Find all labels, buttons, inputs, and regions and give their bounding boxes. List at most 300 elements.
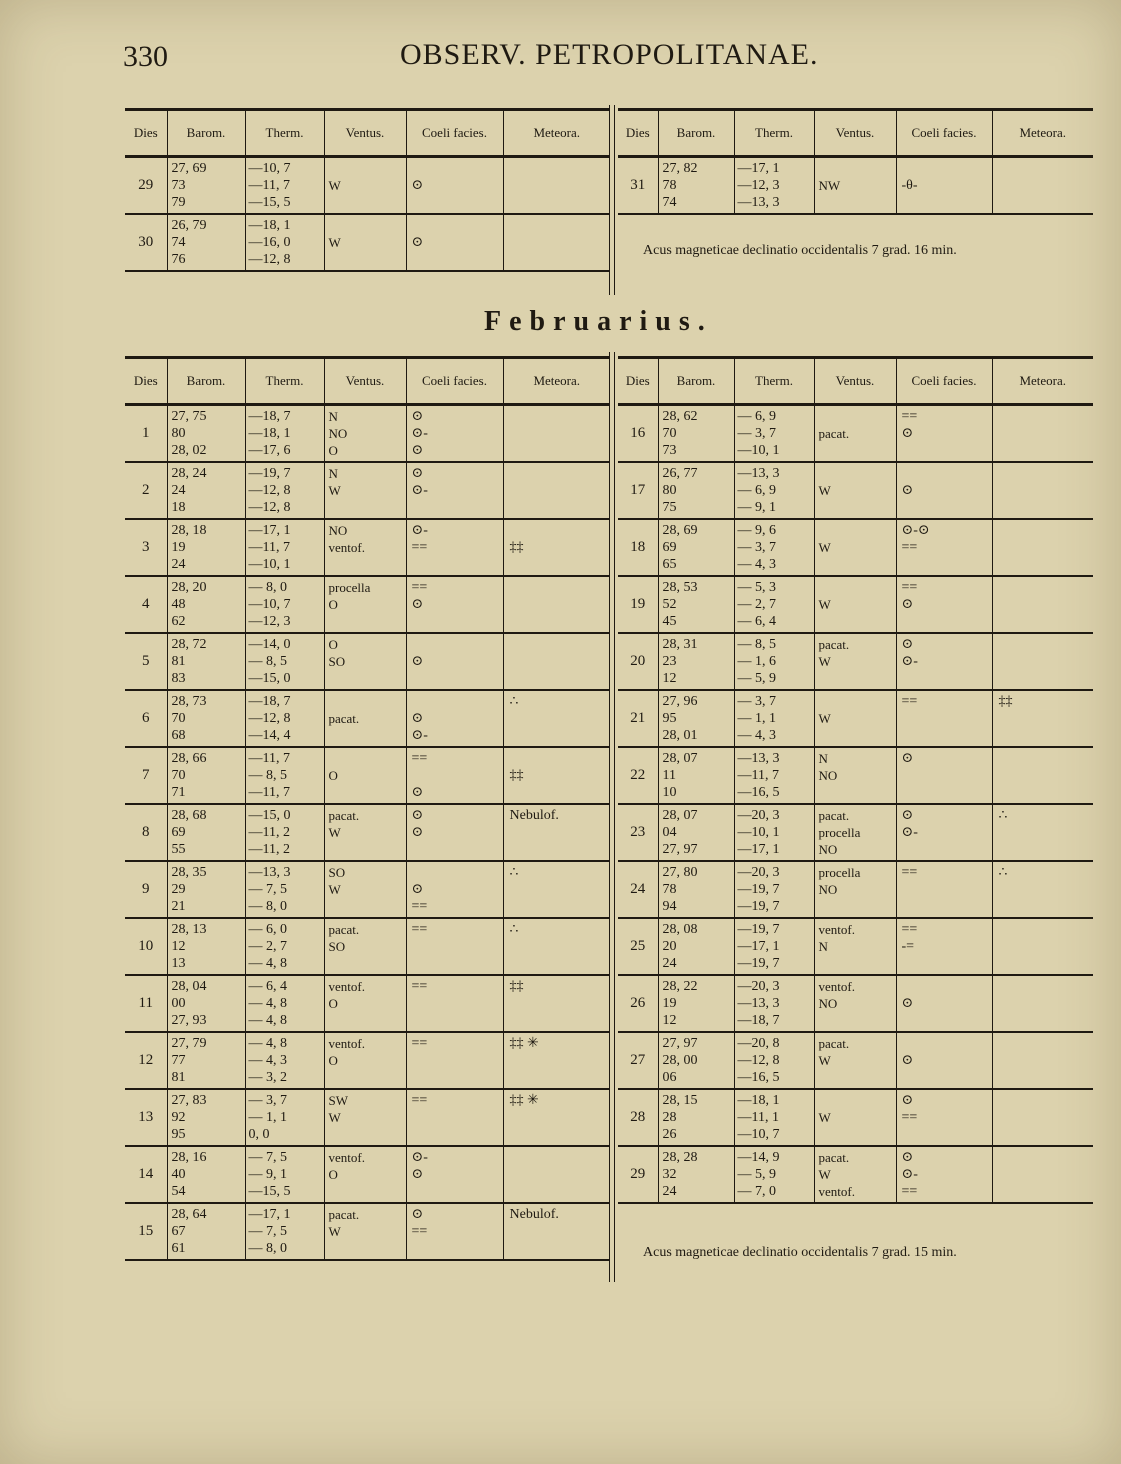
- barom-reading: 27, 69: [171, 161, 207, 176]
- day-row: [125, 576, 610, 633]
- ventus-reading: [329, 217, 406, 234]
- meteora-reading: ‡‡: [509, 540, 524, 555]
- ventus-reading: [329, 1069, 406, 1086]
- barom-cell: [167, 1203, 245, 1260]
- meteora-cell: [992, 157, 1093, 215]
- ventus-reading: [819, 1069, 896, 1086]
- column-divider: [609, 352, 615, 1282]
- ventus-reading: ventof.: [818, 1184, 855, 1199]
- meteora-reading: [999, 881, 1094, 898]
- day-row: [125, 747, 610, 804]
- therm-cell: [245, 1203, 324, 1260]
- meteora-cell: [503, 157, 610, 215]
- ventus-reading: [329, 160, 406, 177]
- therm-cell: [734, 462, 814, 519]
- barom-cell: [658, 576, 734, 633]
- meteora-cell: [992, 1032, 1093, 1089]
- barom-reading: 67: [171, 1224, 186, 1239]
- ventus-reading: W: [328, 1224, 341, 1239]
- therm-reading: —18, 1: [737, 1093, 780, 1108]
- coeli-reading: ==: [901, 540, 918, 555]
- ventus-reading: [329, 1012, 406, 1029]
- meteora-cell: [992, 405, 1093, 463]
- therm-reading: —15, 0: [248, 808, 291, 823]
- barom-cell: [167, 519, 245, 576]
- coeli-reading: ⊙: [411, 466, 424, 481]
- coeli-reading: [902, 442, 992, 459]
- coeli-reading: [902, 670, 992, 687]
- barom-cell: [658, 804, 734, 861]
- therm-reading: —12, 3: [737, 178, 780, 193]
- therm-header: Therm.: [245, 358, 324, 405]
- meteora-reading: [999, 784, 1094, 801]
- coeli-reading: ⊙: [901, 1093, 914, 1108]
- meteora-reading: [510, 841, 611, 858]
- day-row: [125, 1146, 610, 1203]
- coeli-cell: [896, 157, 992, 215]
- ventus-reading: O: [328, 637, 338, 652]
- coeli-reading: ⊙: [411, 808, 424, 823]
- meteora-reading: [510, 1012, 611, 1029]
- meteora-reading: [999, 1109, 1094, 1126]
- therm-reading: —20, 8: [737, 1036, 780, 1051]
- ventus-reading: W: [818, 1110, 831, 1125]
- coeli-cell: [406, 975, 503, 1032]
- ventus-cell: [814, 1146, 896, 1203]
- therm-reading: —20, 3: [737, 808, 780, 823]
- meteora-cell: [992, 690, 1093, 747]
- day-number: 14: [125, 1146, 167, 1203]
- ventus-reading: [329, 556, 406, 573]
- therm-reading: —16, 5: [737, 1070, 780, 1085]
- meteora-reading: [510, 408, 611, 425]
- meteora-reading: ∴: [509, 694, 519, 709]
- therm-reading: —13, 3: [737, 751, 780, 766]
- meteora-reading: [999, 556, 1094, 573]
- meteora-cell: [503, 975, 610, 1032]
- ventus-cell: [324, 633, 406, 690]
- barom-reading: 68: [171, 728, 186, 743]
- therm-reading: — 6, 9: [737, 409, 776, 424]
- meteora-reading: Nebulof.: [509, 1207, 559, 1222]
- ventus-reading: [819, 499, 896, 516]
- day-row: [618, 1032, 1093, 1089]
- meteora-reading: [510, 1052, 611, 1069]
- therm-reading: — 8, 0: [248, 899, 287, 914]
- barom-cell: [658, 633, 734, 690]
- february-declination-note: Acus magneticae declinatio occidentalis 7 grad. 15 min.: [643, 1245, 957, 1260]
- coeli-reading: [902, 955, 992, 972]
- barom-reading: 28, 04: [171, 979, 207, 994]
- therm-reading: — 8, 5: [248, 768, 287, 783]
- therm-reading: — 4, 3: [737, 557, 776, 572]
- day-row: [125, 918, 610, 975]
- barom-reading: 28, 28: [662, 1150, 698, 1165]
- meteora-reading: [510, 750, 611, 767]
- day-row: [125, 1032, 610, 1089]
- meteora-reading: [999, 482, 1094, 499]
- barom-reading: 27, 82: [662, 161, 698, 176]
- ventus-cell: [814, 747, 896, 804]
- barom-reading: 27, 79: [171, 1036, 207, 1051]
- meteora-cell: [503, 576, 610, 633]
- therm-reading: —17, 6: [248, 443, 291, 458]
- therm-reading: — 9, 6: [737, 523, 776, 538]
- coeli-cell: [896, 633, 992, 690]
- barom-reading: 65: [662, 557, 677, 572]
- meteora-cell: [503, 633, 610, 690]
- barom-reading: 78: [662, 178, 677, 193]
- therm-reading: —14, 0: [248, 637, 291, 652]
- meteora-cell: [992, 747, 1093, 804]
- coeli-reading: ⊙: [411, 711, 424, 726]
- barom-reading: 71: [171, 785, 186, 800]
- barom-cell: [167, 861, 245, 918]
- therm-reading: —19, 7: [248, 466, 291, 481]
- coeli-reading: [412, 767, 503, 784]
- day-number: 29: [125, 157, 167, 215]
- coeli-header: Coeli facies.: [406, 110, 503, 157]
- coeli-reading: ==: [901, 865, 918, 880]
- meteora-reading: [999, 1069, 1094, 1086]
- ventus-reading: [819, 693, 896, 710]
- therm-reading: — 2, 7: [737, 597, 776, 612]
- meteora-reading: [999, 579, 1094, 596]
- ventus-reading: N: [328, 466, 338, 481]
- coeli-reading: [902, 1035, 992, 1052]
- ventus-cell: [324, 804, 406, 861]
- barom-cell: [658, 861, 734, 918]
- therm-cell: [245, 1146, 324, 1203]
- barom-reading: 95: [662, 711, 677, 726]
- therm-reading: — 1, 1: [248, 1110, 287, 1125]
- barom-cell: [658, 690, 734, 747]
- coeli-reading: [412, 1183, 503, 1200]
- therm-reading: —10, 7: [248, 597, 291, 612]
- therm-cell: [734, 1089, 814, 1146]
- therm-reading: —19, 7: [737, 956, 780, 971]
- therm-reading: —18, 1: [248, 426, 291, 441]
- ventus-reading: [819, 727, 896, 744]
- day-number: 7: [125, 747, 167, 804]
- barom-reading: 52: [662, 597, 677, 612]
- coeli-cell: [406, 214, 503, 271]
- meteora-reading: ∴: [998, 808, 1008, 823]
- ventus-reading: [329, 670, 406, 687]
- day-row: [125, 462, 610, 519]
- barom-reading: 27, 75: [171, 409, 207, 424]
- meteora-cell: [992, 975, 1093, 1032]
- coeli-reading: ==: [901, 694, 918, 709]
- barom-reading: 28, 69: [662, 523, 698, 538]
- therm-reading: — 1, 1: [737, 711, 776, 726]
- day-row: [618, 1146, 1093, 1203]
- barom-cell: [658, 918, 734, 975]
- therm-cell: [245, 1032, 324, 1089]
- ventus-reading: NO: [328, 426, 348, 441]
- barom-reading: 74: [171, 235, 186, 250]
- ventus-reading: SW: [328, 1093, 348, 1108]
- ventus-reading: [819, 1092, 896, 1109]
- therm-reading: — 3, 7: [737, 694, 776, 709]
- barom-reading: 80: [171, 426, 186, 441]
- ventus-reading: [329, 613, 406, 630]
- coeli-reading: ==: [901, 1184, 918, 1199]
- coeli-reading: ==: [411, 979, 428, 994]
- therm-reading: —15, 0: [248, 671, 291, 686]
- coeli-cell: [896, 519, 992, 576]
- therm-reading: — 5, 3: [737, 580, 776, 595]
- coeli-reading: [412, 841, 503, 858]
- coeli-reading: ==: [411, 751, 428, 766]
- coeli-reading: ⊙: [901, 426, 914, 441]
- therm-reading: —11, 7: [248, 785, 290, 800]
- ventus-reading: [819, 1126, 896, 1143]
- therm-reading: —19, 7: [737, 882, 780, 897]
- barom-cell: [658, 975, 734, 1032]
- ventus-reading: ventof.: [328, 1150, 365, 1165]
- coeli-cell: [406, 1032, 503, 1089]
- therm-cell: [245, 633, 324, 690]
- coeli-reading: ⊙: [411, 785, 424, 800]
- ventus-reading: ventof.: [818, 979, 855, 994]
- barom-reading: 27, 97: [662, 842, 698, 857]
- barom-reading: 23: [662, 654, 677, 669]
- therm-reading: —18, 7: [248, 694, 291, 709]
- barom-header: Barom.: [167, 110, 245, 157]
- ventus-reading: [819, 442, 896, 459]
- coeli-reading: ⊙: [411, 409, 424, 424]
- barom-reading: 73: [171, 178, 186, 193]
- ventus-cell: [324, 975, 406, 1032]
- coeli-reading: [902, 1069, 992, 1086]
- meteora-reading: [999, 1052, 1094, 1069]
- meteora-cell: [503, 519, 610, 576]
- therm-reading: —13, 3: [737, 466, 780, 481]
- coeli-reading: ⊙: [411, 882, 424, 897]
- barom-reading: 80: [662, 483, 677, 498]
- barom-reading: 94: [662, 899, 677, 914]
- barom-reading: 70: [171, 711, 186, 726]
- coeli-cell: [406, 918, 503, 975]
- barom-reading: 70: [171, 768, 186, 783]
- barom-reading: 10: [662, 785, 677, 800]
- therm-reading: — 6, 4: [248, 979, 287, 994]
- meteora-reading: [510, 522, 611, 539]
- meteora-reading: [999, 499, 1094, 516]
- meteora-reading: [510, 1126, 611, 1143]
- ventus-cell: [814, 804, 896, 861]
- coeli-cell: [406, 157, 503, 215]
- ventus-reading: NO: [818, 842, 838, 857]
- therm-header: Therm.: [734, 110, 814, 157]
- therm-reading: — 5, 9: [737, 1167, 776, 1182]
- therm-cell: [734, 918, 814, 975]
- therm-reading: —12, 8: [248, 711, 291, 726]
- meteora-reading: [510, 442, 611, 459]
- meteora-reading: [999, 442, 1094, 459]
- day-number: 17: [618, 462, 658, 519]
- day-number: 6: [125, 690, 167, 747]
- therm-reading: —18, 7: [248, 409, 291, 424]
- barom-reading: 24: [662, 956, 677, 971]
- meteora-reading: [999, 955, 1094, 972]
- ventus-reading: NO: [818, 768, 838, 783]
- coeli-reading: [902, 160, 992, 177]
- therm-reading: —12, 8: [248, 483, 291, 498]
- january-right-table: [618, 108, 1093, 215]
- therm-reading: —17, 1: [737, 842, 780, 857]
- meteora-reading: [999, 522, 1094, 539]
- coeli-reading: [902, 465, 992, 482]
- meteora-reading: [999, 177, 1094, 194]
- coeli-reading: ⊙-: [411, 728, 428, 743]
- coeli-cell: [406, 1089, 503, 1146]
- ventus-reading: [329, 727, 406, 744]
- therm-reading: —16, 0: [248, 235, 291, 250]
- therm-cell: [734, 690, 814, 747]
- therm-reading: —11, 1: [737, 1110, 779, 1125]
- ventus-reading: [329, 251, 406, 268]
- therm-reading: —10, 1: [737, 443, 780, 458]
- coeli-reading: ⊙-: [411, 426, 428, 441]
- day-number: 13: [125, 1089, 167, 1146]
- coeli-reading: [902, 499, 992, 516]
- therm-reading: —15, 5: [248, 195, 291, 210]
- day-row: [125, 214, 610, 271]
- therm-reading: —17, 1: [737, 161, 780, 176]
- therm-cell: [245, 975, 324, 1032]
- therm-cell: [245, 747, 324, 804]
- barom-cell: [167, 1089, 245, 1146]
- therm-cell: [245, 214, 324, 271]
- day-number: 30: [125, 214, 167, 271]
- coeli-reading: [412, 995, 503, 1012]
- ventus-reading: SO: [328, 865, 346, 880]
- ventus-reading: ventof.: [328, 540, 365, 555]
- coeli-cell: [896, 405, 992, 463]
- barom-reading: 28, 08: [662, 922, 698, 937]
- meteora-reading: [999, 408, 1094, 425]
- ventus-reading: O: [328, 443, 338, 458]
- ventus-cell: [814, 576, 896, 633]
- barom-reading: 28, 20: [171, 580, 207, 595]
- meteora-cell: [503, 861, 610, 918]
- coeli-reading: ⊙: [411, 1207, 424, 1222]
- coeli-reading: [412, 499, 503, 516]
- ventus-reading: pacat.: [818, 1150, 850, 1165]
- ventus-reading: [819, 522, 896, 539]
- day-number: 15: [125, 1203, 167, 1260]
- day-row: [618, 975, 1093, 1032]
- coeli-reading: [412, 1240, 503, 1257]
- ventus-reading: pacat.: [328, 711, 360, 726]
- barom-reading: 28, 18: [171, 523, 207, 538]
- coeli-reading: ⊙-: [901, 1167, 918, 1182]
- barom-reading: 12: [662, 1013, 677, 1028]
- therm-reading: — 3, 2: [248, 1070, 287, 1085]
- therm-cell: [734, 157, 814, 215]
- coeli-reading: [412, 938, 503, 955]
- meteora-reading: [999, 938, 1094, 955]
- ventus-cell: [324, 462, 406, 519]
- barom-reading: 27, 97: [662, 1036, 698, 1051]
- barom-reading: 73: [662, 443, 677, 458]
- coeli-reading: [902, 194, 992, 211]
- coeli-reading: ==: [411, 1036, 428, 1051]
- coeli-reading: ⊙: [411, 654, 424, 669]
- barom-reading: 11: [662, 768, 676, 783]
- meteora-reading: [510, 898, 611, 915]
- coeli-cell: [896, 690, 992, 747]
- day-row: [125, 804, 610, 861]
- coeli-reading: -θ-: [901, 178, 918, 193]
- ventus-reading: W: [328, 825, 341, 840]
- ventus-reading: W: [818, 540, 831, 555]
- meteora-cell: [992, 861, 1093, 918]
- ventus-cell: [324, 1089, 406, 1146]
- coeli-reading: [412, 864, 503, 881]
- therm-reading: —11, 2: [248, 842, 290, 857]
- ventus-reading: [329, 784, 406, 801]
- ventus-reading: [329, 693, 406, 710]
- barom-reading: 28, 13: [171, 922, 207, 937]
- coeli-cell: [896, 918, 992, 975]
- day-number: 2: [125, 462, 167, 519]
- meteora-reading: [510, 938, 611, 955]
- day-number: 24: [618, 861, 658, 918]
- therm-reading: —11, 7: [737, 768, 779, 783]
- therm-cell: [245, 405, 324, 463]
- barom-cell: [658, 462, 734, 519]
- meteora-reading: [999, 596, 1094, 613]
- therm-reading: — 4, 3: [248, 1053, 287, 1068]
- meteora-reading: [510, 465, 611, 482]
- meteora-reading: [999, 710, 1094, 727]
- meteora-reading: [510, 653, 611, 670]
- barom-cell: [167, 1032, 245, 1089]
- ventus-cell: [324, 1146, 406, 1203]
- coeli-reading: ⊙: [901, 1150, 914, 1165]
- ventus-cell: [324, 519, 406, 576]
- ventus-cell: [814, 975, 896, 1032]
- therm-cell: [734, 519, 814, 576]
- coeli-reading: [902, 1012, 992, 1029]
- ventus-reading: W: [328, 483, 341, 498]
- coeli-reading: [412, 1109, 503, 1126]
- day-row: [125, 690, 610, 747]
- ventus-reading: O: [328, 768, 338, 783]
- ventus-reading: [329, 750, 406, 767]
- meteora-reading: [999, 613, 1094, 630]
- barom-reading: 24: [171, 557, 186, 572]
- ventus-reading: pacat.: [818, 808, 850, 823]
- day-row: [618, 519, 1093, 576]
- coeli-reading: [902, 898, 992, 915]
- coeli-reading: [902, 784, 992, 801]
- coeli-cell: [896, 1089, 992, 1146]
- barom-reading: 27, 96: [662, 694, 698, 709]
- coeli-cell: [896, 861, 992, 918]
- coeli-cell: [406, 576, 503, 633]
- day-number: 31: [618, 157, 658, 215]
- coeli-reading: ⊙: [901, 597, 914, 612]
- meteora-reading: [510, 177, 611, 194]
- barom-reading: 83: [171, 671, 186, 686]
- day-row: [125, 405, 610, 463]
- barom-reading: 81: [171, 1070, 186, 1085]
- day-row: [618, 861, 1093, 918]
